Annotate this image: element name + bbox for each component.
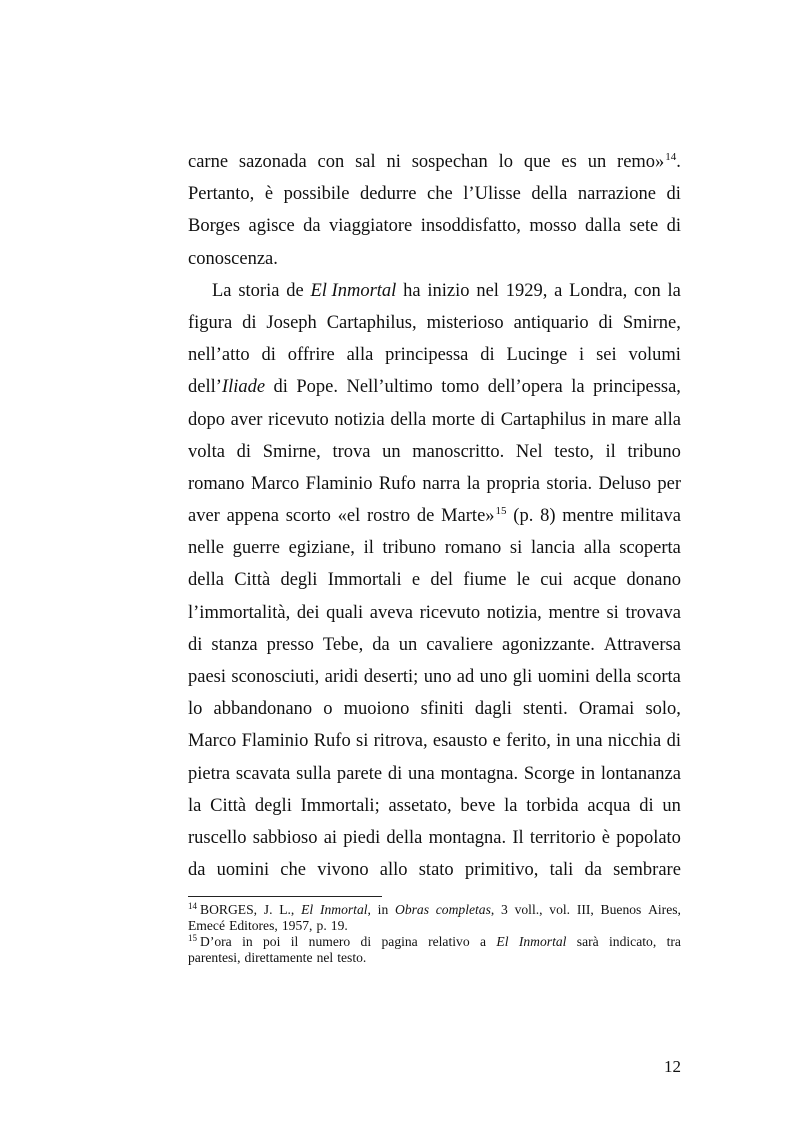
word: i xyxy=(579,345,585,366)
word: l’immortalità, xyxy=(188,602,291,623)
footnote-ref: 15 xyxy=(495,505,507,518)
word: notizia, xyxy=(486,602,542,623)
word: si xyxy=(606,602,619,623)
word: pietra xyxy=(188,763,231,784)
word: appena xyxy=(226,506,279,527)
word: tribuno xyxy=(627,441,681,462)
word: carne xyxy=(188,152,229,172)
word: sabbioso xyxy=(252,827,318,848)
word: del xyxy=(430,570,453,591)
footnote-word: poi xyxy=(263,934,281,949)
word: gli xyxy=(512,667,533,687)
word: che xyxy=(280,860,306,881)
word: di xyxy=(273,377,288,398)
word: della xyxy=(188,570,224,591)
word: ad xyxy=(456,667,475,687)
word: muoiono xyxy=(343,699,410,720)
word: uno xyxy=(479,667,508,687)
word: e xyxy=(411,570,421,591)
body-line xyxy=(188,822,681,854)
word: trova xyxy=(332,441,371,462)
footnote-word: El xyxy=(301,902,314,917)
word: sembrare xyxy=(613,860,681,881)
word: sulla xyxy=(296,763,332,784)
word: da xyxy=(372,634,390,655)
word: sal xyxy=(355,152,376,172)
word: Marte»$^{15}$ xyxy=(441,505,507,527)
word: lo xyxy=(188,699,203,720)
word: sospechan xyxy=(411,152,488,172)
footnote-word: pagina xyxy=(381,934,418,949)
word: ha xyxy=(403,280,421,301)
word: dell’Iliade xyxy=(188,377,266,398)
word: di xyxy=(387,763,403,784)
word: Smirne, xyxy=(262,441,321,462)
body-line xyxy=(188,275,681,307)
word: territorio xyxy=(529,827,596,848)
word: storia. xyxy=(546,473,593,494)
page-number: 12 xyxy=(664,1057,681,1076)
word: dei xyxy=(296,602,320,623)
word: si xyxy=(356,731,369,752)
word: con xyxy=(634,280,661,301)
word: dalla xyxy=(585,216,621,237)
word: un xyxy=(398,634,418,655)
body-line xyxy=(188,210,681,242)
word: stato xyxy=(418,860,454,881)
word: stanza xyxy=(211,634,258,655)
word: Città xyxy=(234,570,271,591)
word: cui xyxy=(540,570,563,591)
word: parete xyxy=(336,763,383,784)
word: narrazione xyxy=(577,184,656,205)
word: Lucinge xyxy=(506,345,568,366)
word: Oramai xyxy=(578,699,635,720)
word: una xyxy=(575,731,603,752)
word: acque xyxy=(573,570,617,591)
word: dopo xyxy=(188,409,225,430)
footnote-word: 19. xyxy=(330,918,348,933)
word: La xyxy=(212,280,232,301)
word: le xyxy=(516,570,531,591)
word: nell’atto xyxy=(188,345,250,366)
word: un xyxy=(587,152,607,172)
word: sconosciuti, xyxy=(231,667,320,687)
word: in xyxy=(556,731,571,752)
word: della xyxy=(390,409,427,430)
word: nicchia xyxy=(607,731,662,752)
word: principessa, xyxy=(593,377,681,398)
word: primitivo, xyxy=(464,860,539,881)
word: assetato, xyxy=(388,795,452,816)
word: degli xyxy=(280,570,318,591)
word: un xyxy=(382,441,401,462)
word: allo xyxy=(379,860,408,881)
body-line xyxy=(188,693,681,725)
word: manoscritto. xyxy=(412,441,505,462)
footnote-word: completas, xyxy=(435,902,495,917)
word: Rufo xyxy=(313,731,351,752)
word: possibile xyxy=(283,184,350,205)
word: scoperta xyxy=(619,538,681,559)
word: que xyxy=(523,152,551,172)
word: di xyxy=(480,409,496,430)
word: antiquario xyxy=(513,312,589,333)
word: della xyxy=(386,827,423,848)
word: o xyxy=(323,699,333,720)
word: Attraversa xyxy=(603,634,681,655)
footnote-word: parentesi, xyxy=(188,950,241,965)
word: uomini xyxy=(216,860,270,881)
word: Scorge xyxy=(523,763,575,784)
word: trovava xyxy=(625,602,681,623)
word: è xyxy=(601,827,610,848)
word: mentre xyxy=(548,602,600,623)
word: sfiniti xyxy=(420,699,464,720)
footnote-word: tra xyxy=(666,934,681,949)
word: (p. xyxy=(513,506,534,527)
word: Immortali xyxy=(327,570,402,591)
word: l’Ulisse xyxy=(463,184,521,205)
word: il xyxy=(605,441,616,462)
word: da xyxy=(303,216,321,237)
word: aveva xyxy=(369,602,413,623)
word: Borges xyxy=(188,216,241,237)
word: in xyxy=(591,409,606,430)
footnote-word: a xyxy=(479,934,487,949)
body-line xyxy=(188,597,681,629)
word: di xyxy=(639,795,654,816)
word: per xyxy=(657,473,681,494)
body-line xyxy=(188,661,681,693)
word: ni xyxy=(386,152,401,172)
word: montagna. xyxy=(440,763,519,784)
word: montagna. xyxy=(428,827,507,848)
word: la xyxy=(504,795,518,816)
word: Nell’ultimo xyxy=(346,377,433,398)
word: alla xyxy=(654,409,681,430)
word: della xyxy=(595,667,632,687)
word: tali xyxy=(549,860,574,881)
word: viaggiatore xyxy=(329,216,413,237)
word: solo, xyxy=(645,699,681,720)
word: di xyxy=(666,184,681,205)
word: Città xyxy=(210,795,247,816)
footnote-separator xyxy=(188,896,382,897)
word: di xyxy=(242,312,257,333)
word: uomini xyxy=(537,667,591,687)
body-line xyxy=(188,532,681,564)
body-line xyxy=(188,178,681,210)
footnote-word: p. xyxy=(316,918,327,933)
body-line xyxy=(188,725,681,757)
word: da xyxy=(188,860,206,881)
word: Cartaphilus xyxy=(500,409,586,430)
footnote-word: nel xyxy=(316,950,334,965)
word: esausto xyxy=(432,731,488,752)
footnote-word: di xyxy=(360,934,372,949)
footnote-line xyxy=(188,902,681,918)
word: deserti; xyxy=(363,667,419,687)
word: della xyxy=(531,184,568,205)
footnote-word: L., xyxy=(279,902,295,917)
word: ferito, xyxy=(506,731,551,752)
footnote-word: in xyxy=(242,934,253,949)
footnote-word: 3 xyxy=(501,902,508,917)
footnote-word: III, xyxy=(576,902,594,917)
word: inizio xyxy=(427,280,470,301)
body-line xyxy=(188,629,681,661)
word: «el xyxy=(337,506,361,527)
footnotes xyxy=(188,902,681,966)
word: El Inmortal xyxy=(310,280,397,301)
word: offrire xyxy=(287,345,335,366)
body-text xyxy=(188,146,681,886)
word: abbandonano xyxy=(213,699,313,720)
word: narra xyxy=(422,473,461,494)
word: il xyxy=(363,538,374,559)
word: vivono xyxy=(317,860,369,881)
word: degli xyxy=(254,795,292,816)
word: piedi xyxy=(343,827,381,848)
footnote-word: 1957, xyxy=(281,918,313,933)
footnote-word: Inmortal xyxy=(518,934,567,949)
word: stenti. xyxy=(522,699,568,720)
word: aver xyxy=(188,506,220,527)
word: de xyxy=(416,506,435,527)
footnote-word: relativo xyxy=(428,934,470,949)
word: cavaliere xyxy=(426,634,493,655)
word: notizia xyxy=(334,409,385,430)
word: di xyxy=(188,634,203,655)
word: principessa xyxy=(385,345,469,366)
word: propria xyxy=(486,473,540,494)
word: storia xyxy=(238,280,280,301)
word: tribuno xyxy=(382,538,436,559)
word: remo»$^{14}$. xyxy=(617,151,681,172)
word: alla xyxy=(583,538,611,559)
word: lancia xyxy=(530,538,576,559)
footnote-word: indicato, xyxy=(609,934,657,949)
word: romano xyxy=(444,538,502,559)
word: agisce xyxy=(248,216,295,237)
word: Immortali; xyxy=(300,795,380,816)
word: Flaminio xyxy=(305,473,373,494)
footnote-word: $^{15}$ D’ora xyxy=(188,933,232,949)
word: quali xyxy=(326,602,364,623)
footnote-word: Buenos xyxy=(600,902,642,917)
footnote-word: Aires, xyxy=(648,902,681,917)
word: Rufo xyxy=(378,473,416,494)
word: Flaminio xyxy=(241,731,309,752)
word: scavata xyxy=(235,763,291,784)
word: in xyxy=(580,763,596,784)
word: 1929, xyxy=(505,280,548,301)
footnote-word: numero xyxy=(308,934,351,949)
word: la xyxy=(667,280,681,301)
word: di xyxy=(666,731,681,752)
word: di xyxy=(598,312,613,333)
word: un xyxy=(662,795,681,816)
word: di xyxy=(666,216,681,237)
footnote-word: Editores, xyxy=(229,918,278,933)
word: ritrova, xyxy=(373,731,428,752)
word: egiziane, xyxy=(288,538,355,559)
body-line xyxy=(188,500,681,532)
word: Il xyxy=(512,827,524,848)
footnote-ref: 14 xyxy=(665,151,677,163)
word: figura xyxy=(188,312,233,333)
word: Joseph xyxy=(266,312,317,333)
word: paesi xyxy=(188,667,227,687)
word: testo, xyxy=(554,441,594,462)
body-line xyxy=(188,146,681,178)
word: mosso xyxy=(529,216,577,237)
word: Marco xyxy=(250,473,300,494)
body-line xyxy=(188,758,681,790)
word: a xyxy=(554,280,563,301)
word: fiume xyxy=(463,570,507,591)
word: torbida xyxy=(526,795,579,816)
word: de xyxy=(286,280,304,301)
word: si xyxy=(509,538,523,559)
word: dedurre xyxy=(359,184,417,205)
word: Marco xyxy=(188,731,237,752)
word: nelle xyxy=(188,538,224,559)
word: insoddisfatto, xyxy=(420,216,521,237)
word: con xyxy=(317,152,345,172)
word: ricevuto xyxy=(419,602,481,623)
word: volta xyxy=(188,441,225,462)
body-line xyxy=(188,436,681,468)
word: dagli xyxy=(474,699,512,720)
word: di xyxy=(480,345,495,366)
body-line xyxy=(188,468,681,500)
word: Nel xyxy=(515,441,543,462)
footnote-line xyxy=(188,918,681,934)
word: lo xyxy=(498,152,514,172)
footnote-number: 14 xyxy=(188,901,197,911)
word: mentre xyxy=(562,506,614,527)
word: di xyxy=(261,345,276,366)
body-line xyxy=(188,243,681,275)
footnote-word: El xyxy=(496,934,509,949)
footnote-word: vol. xyxy=(549,902,571,917)
footnote-word: testo. xyxy=(337,950,367,965)
footnote-word: voll., xyxy=(514,902,543,917)
word: che xyxy=(427,184,453,205)
word: romano xyxy=(188,473,245,494)
word: una xyxy=(408,763,435,784)
footnote-word: il xyxy=(290,934,299,949)
word: presso xyxy=(266,634,314,655)
footnote-line xyxy=(188,934,681,950)
body-line xyxy=(188,404,681,436)
word: di xyxy=(236,441,252,462)
word: 8) xyxy=(540,506,556,527)
body-line xyxy=(188,371,681,403)
word: misterioso xyxy=(426,312,504,333)
word: alla xyxy=(346,345,374,366)
word: mare xyxy=(611,409,649,430)
word: donano xyxy=(626,570,681,591)
word: dell’opera xyxy=(487,377,563,398)
footnote-word: in xyxy=(377,902,389,917)
body-line xyxy=(188,790,681,822)
word: Deluso xyxy=(598,473,651,494)
word: lontananza xyxy=(600,763,681,784)
footnote-word: $^{14}$ BORGES, xyxy=(188,901,258,917)
body-line xyxy=(188,339,681,371)
word: morte xyxy=(431,409,476,430)
word: sei xyxy=(596,345,617,366)
word: beve xyxy=(460,795,496,816)
word: aridi xyxy=(324,667,359,687)
word: la xyxy=(188,795,202,816)
footnote-word: Inmortal, xyxy=(319,902,371,917)
word: uno xyxy=(423,667,452,687)
word: popolato xyxy=(616,827,681,848)
word: acqua xyxy=(587,795,631,816)
word: conoscenza. xyxy=(188,248,278,269)
body-line xyxy=(188,307,681,339)
word: sete xyxy=(629,216,659,237)
footnote-word: direttamente xyxy=(244,950,313,965)
word: Pope. xyxy=(296,377,339,398)
footnote-word: sarà xyxy=(576,934,599,949)
word: volumi xyxy=(628,345,681,366)
footnote-word: Emecé xyxy=(188,918,225,933)
word: Smirne, xyxy=(622,312,681,333)
word: da xyxy=(584,860,602,881)
word: scorto xyxy=(285,506,331,527)
word: la xyxy=(466,473,481,494)
word: militava xyxy=(620,506,681,527)
word: agonizzante. xyxy=(501,634,595,655)
body-line xyxy=(188,564,681,596)
word: Cartaphilus, xyxy=(326,312,417,333)
body-line xyxy=(188,854,681,886)
word: ruscello xyxy=(188,827,247,848)
word: e xyxy=(492,731,501,752)
word: la xyxy=(571,377,585,398)
footnote-number: 15 xyxy=(188,933,197,943)
word: es xyxy=(561,152,577,172)
footnote-word: Obras xyxy=(395,902,429,917)
word: Londra, xyxy=(569,280,628,301)
word: è xyxy=(264,184,274,205)
word: Pertanto, xyxy=(188,184,255,205)
word: scorta xyxy=(636,667,681,687)
footnote-line xyxy=(188,950,681,966)
word: nel xyxy=(476,280,499,301)
word: ai xyxy=(323,827,338,848)
word: sazonada xyxy=(238,152,307,172)
word: rostro xyxy=(367,506,411,527)
word: tomo xyxy=(441,377,480,398)
footnote-word: J. xyxy=(263,902,273,917)
word: aver xyxy=(230,409,263,430)
word: ricevuto xyxy=(268,409,329,430)
word: guerre xyxy=(232,538,280,559)
word: Tebe, xyxy=(322,634,364,655)
